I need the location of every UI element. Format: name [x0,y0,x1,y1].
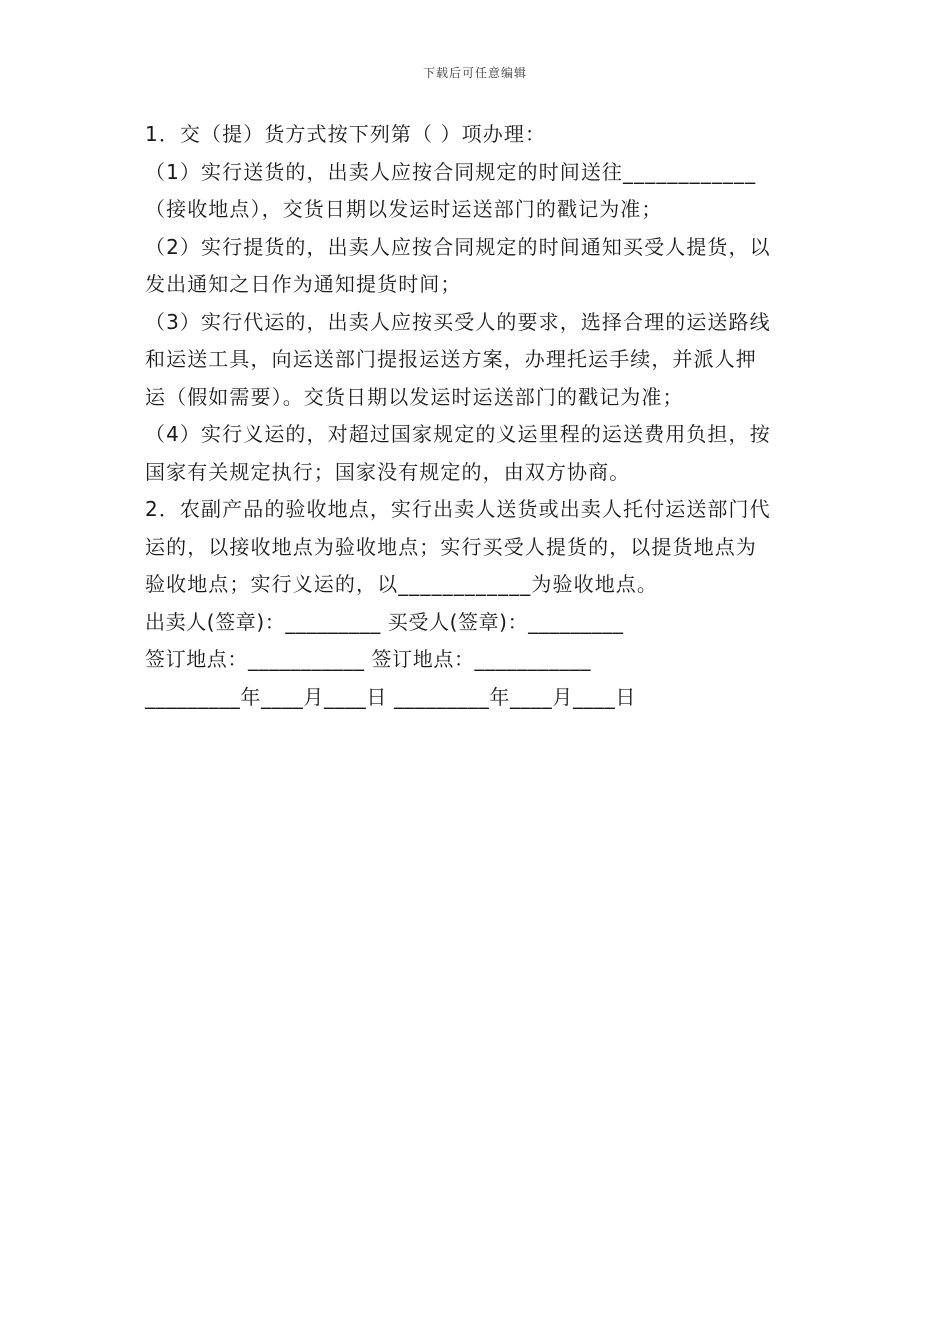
clause-1-option-2-cont: 发出通知之日作为通知提货时间； [145,272,462,296]
signing-date-line: _________年____月____日 _________年____月____日 [145,684,636,709]
clause-1-option-4: （4）实行义运的，对超过国家规定的义运里程的运送费用负担，按 [145,422,771,446]
signature-line: 出卖人(签章)：_________ 买受人(签章)：_________ [145,609,624,634]
clause-2: 2．农副产品的验收地点，实行出卖人送货或出卖人托付运送部门代 [145,497,771,521]
clause-1-option-3: （3）实行代运的，出卖人应按买受人的要求，选择合理的运送路线 [145,309,771,334]
document-body [145,116,813,716]
clause-2-cont-1: 运的，以接收地点为验收地点；实行买受人提货的，以提货地点为 [145,534,757,559]
clause-1-option-1: （1）实行送货的，出卖人应按合同规定的时间送往____________ [145,159,757,184]
clause-1-option-1-cont: （接收地点），交货日期以发运时运送部门的戳记为准； [145,197,663,221]
signing-place-line: 签订地点：___________ 签订地点：___________ [145,647,592,671]
page-header: 下载后可任意编辑 [422,66,527,80]
clause-2-cont-2: 验收地点；实行义运的，以____________为验收地点。 [145,572,658,596]
clause-1-option-3-cont-1: 和运送工具，向运送部门提报运送方案，办理托运手续，并派人押 [145,347,757,371]
clause-1-option-2: （2）实行提货的，出卖人应按合同规定的时间通知买受人提货，以 [145,234,771,259]
clause-1-option-3-cont-2: 运（假如需要）。交货日期以发运时运送部门的戳记为准； [145,384,684,409]
clause-1-heading: 1．交（提）货方式按下列第（ ）项办理： [145,122,547,146]
clause-1-option-4-cont: 国家有关规定执行；国家没有规定的，由双方协商。 [145,459,631,484]
